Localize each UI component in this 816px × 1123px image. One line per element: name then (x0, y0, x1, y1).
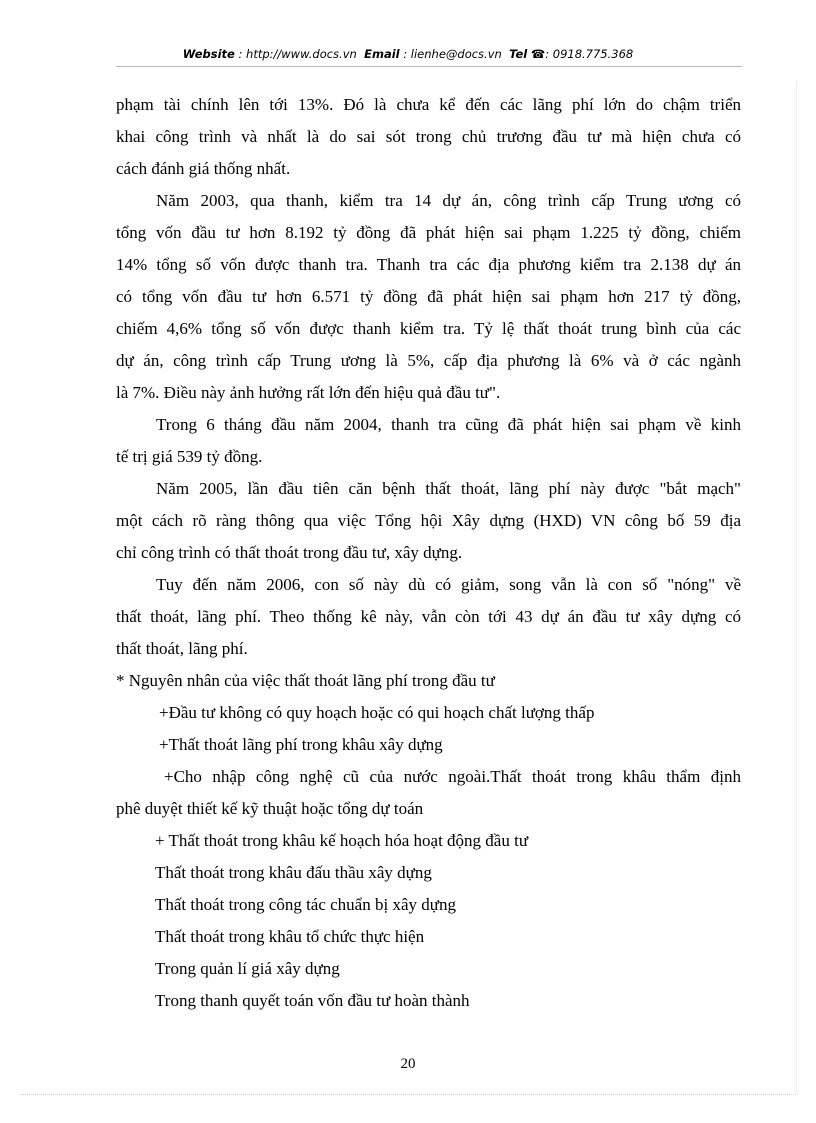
list-item: Trong thanh quyết toán vốn đầu tư hoàn thành (155, 991, 470, 1010)
list-item: Thất thoát trong khâu tổ chức thực hiện (155, 927, 425, 946)
text-line: chiếm 4,6% tổng số vốn được thanh kiểm tra. Tỷ lệ thất thoát trung bình của các (116, 319, 741, 338)
text-line: là 7%. Điều này ảnh hưởng rất lớn đến hiệu quả đầu tư". (116, 383, 501, 402)
page-header (0, 47, 816, 61)
text-line: Trong 6 tháng đầu năm 2004, thanh tra cũng đã phát hiện sai phạm về kinh (156, 415, 741, 434)
text-line: Năm 2005, lần đầu tiên căn bệnh thất thoát, lãng phí này được "bắt mạch" (156, 479, 741, 498)
text-line: thất thoát, lãng phí. Theo thống kê này, vẫn còn tới 43 dự án đầu tư xây dựng có (116, 607, 741, 626)
text-line: có tổng vốn đầu tư hơn 6.571 tỷ đồng đã phát hiện sai phạm hơn 217 tỷ đồng, (116, 287, 741, 306)
text-line: chỉ công trình có thất thoát trong đầu tư, xây dựng. (116, 543, 463, 562)
list-item: Thất thoát trong công tác chuẩn bị xây dựng (155, 895, 456, 914)
list-item: Thất thoát trong khâu đấu thầu xây dựng (155, 863, 432, 882)
text-line: phê duyệt thiết kế kỹ thuật hoặc tổng dự toán (116, 799, 424, 818)
text-line: cách đánh giá thống nhất. (116, 159, 291, 178)
header-divider (116, 66, 742, 67)
website-label: Website (182, 47, 235, 61)
text-line: dự án, công trình cấp Trung ương là 5%, cấp địa phương là 6% và ở các ngành (116, 351, 741, 370)
text-line: Tuy đến năm 2006, con số này dù có giảm, song vẫn là con số "nóng" về (156, 575, 741, 594)
text-line: phạm tài chính lên tới 13%. Đó là chưa kể đến các lãng phí lớn do chậm triển (116, 95, 741, 114)
text-line: khai công trình và nhất là do sai sót trong chủ trương đầu tư mà hiện chưa có (116, 127, 741, 146)
email-label: Email (364, 47, 400, 61)
page-number: 20 (400, 1056, 416, 1072)
list-item: +Cho nhập công nghệ cũ của nước ngoài.Thất thoát trong khâu thẩm định (164, 767, 741, 786)
phone-icon: ☎ (530, 47, 546, 61)
list-item: + Thất thoát trong khâu kế hoạch hóa hoạt động đầu tư (155, 831, 529, 850)
document-body (116, 89, 741, 1017)
tel-value: : 0918.775.368 (545, 47, 634, 61)
text-line: một cách rõ ràng thông qua việc Tổng hội Xây dựng (HXD) VN công bố 59 địa (116, 511, 741, 530)
text-line: thất thoát, lãng phí. (116, 639, 248, 658)
text-line: 14% tổng số vốn được thanh tra. Thanh tra các địa phương kiểm tra 2.138 dự án (116, 255, 741, 274)
email-value: : lienhe@docs.vn (403, 47, 502, 61)
text-line: Năm 2003, qua thanh, kiểm tra 14 dự án, công trình cấp Trung ương có (156, 191, 741, 210)
section-heading: * Nguyên nhân của việc thất thoát lãng phí trong đầu tư (116, 671, 495, 690)
footer-divider (20, 1094, 796, 1095)
text-line: tế trị giá 539 tỷ đồng. (116, 447, 263, 466)
tel-label: Tel (509, 47, 528, 61)
list-item: Trong quản lí giá xây dựng (155, 959, 340, 978)
website-value: : http://www.docs.vn (238, 47, 357, 61)
page-edge-divider (796, 80, 797, 1094)
list-item: +Đầu tư không có quy hoạch hoặc có qui hoạch chất lượng thấp (159, 703, 595, 722)
text-line: tổng vốn đầu tư hơn 8.192 tỷ đồng đã phát hiện sai phạm 1.225 tỷ đồng, chiếm (116, 223, 741, 242)
list-item: +Thất thoát lãng phí trong khâu xây dựng (159, 735, 443, 754)
